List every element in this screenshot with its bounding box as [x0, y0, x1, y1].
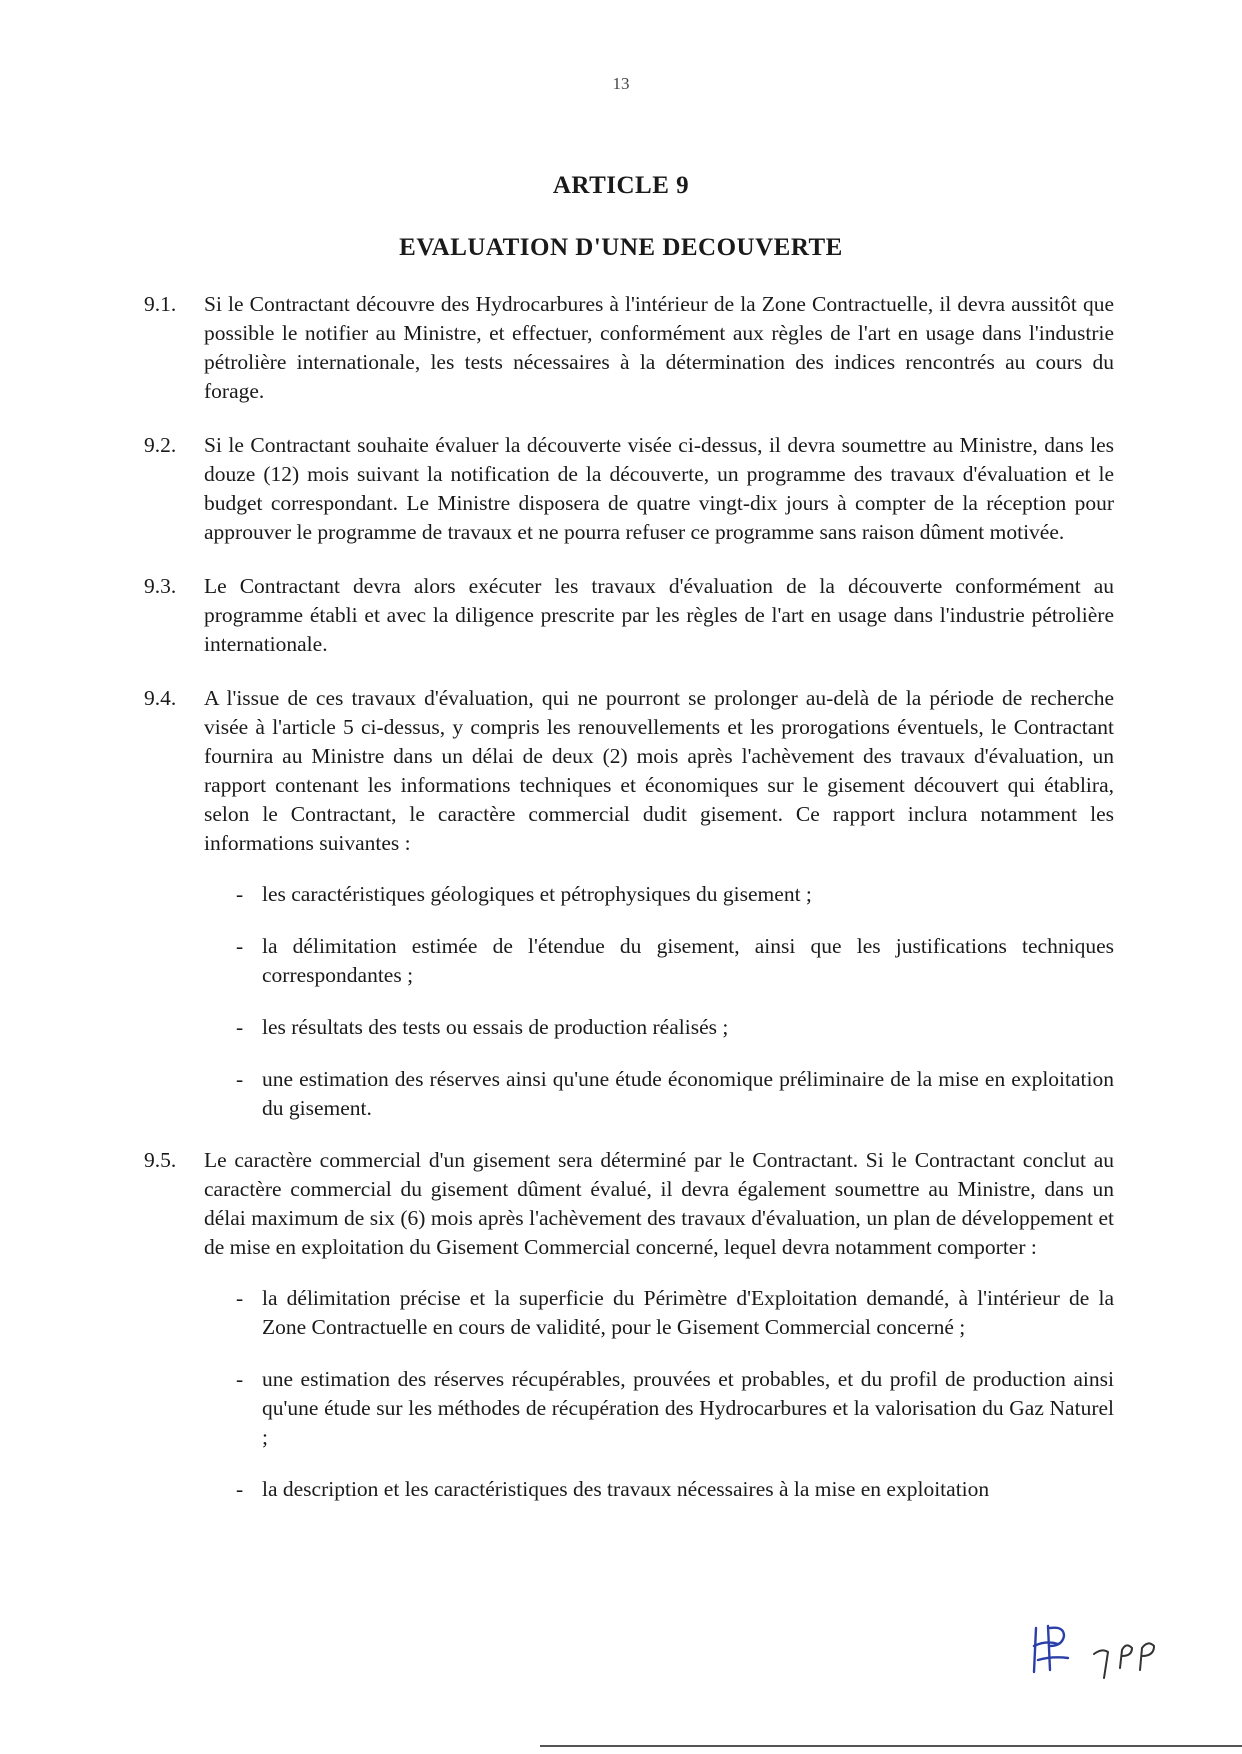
list-item [236, 1284, 1114, 1342]
paragraph-text: A l'issue de ces travaux d'évaluation, qui ne pourront se prolonger au-delà de la période de recherche visée à l'article 5 ci-dessus, y compris les renouvellements et les prorogations éventuels, le Contractant fournira au Ministre dans un délai de deux (2) mois après l'achèvement des travaux d'évaluation, un rapport contenant les informations techniques et économiques sur le gisement découvert qui établira, selon le Contractant, le caractère commercial dudit gisement. Ce rapport inclura notamment les informations suivantes : [204, 686, 1114, 855]
list-item-text: une estimation des réserves ainsi qu'une étude économique préliminaire de la mise en exploitation du gisement. [262, 1067, 1114, 1120]
paragraph-text: Si le Contractant souhaite évaluer la découverte visée ci-dessus, il devra soumettre au Ministre, dans les douze (12) mois suivant la notification de la découverte, un programme des travaux d'évaluation et le budget correspondant. Le Ministre disposera de quatre vingt-dix jours à compter de la réception pour approuver le programme de travaux et ne pourra refuser ce programme sans raison dûment motivée. [204, 433, 1114, 544]
list-item [236, 1013, 1114, 1042]
page-number: 13 [612, 74, 630, 93]
handwritten-initials [1028, 1620, 1178, 1690]
bullet-list-9-5 [236, 1284, 1114, 1504]
list-item [236, 932, 1114, 990]
paragraph-number: 9.5. [144, 1148, 177, 1172]
paragraph-9-2 [144, 431, 1114, 547]
paragraph-text: Le caractère commercial d'un gisement sera déterminé par le Contractant. Si le Contractant conclut au caractère commercial du gisement dûment évalué, il devra également soumettre au Ministre, dans un délai maximum de six (6) mois après l'achèvement des travaux d'évaluation, un plan de développement et de mise en exploitation du Gisement Commercial concerné, lequel devra notamment comporter : [204, 1148, 1114, 1259]
list-item [236, 1365, 1114, 1452]
list-item-text: les résultats des tests ou essais de production réalisés ; [262, 1015, 729, 1039]
bullet-dash: - [236, 934, 244, 958]
list-item-text: la délimitation précise et la superficie du Périmètre d'Exploitation demandé, à l'intérieur de la Zone Contractuelle en cours de validité, pour le Gisement Commercial concerné ; [262, 1286, 1114, 1339]
bullet-dash: - [236, 1067, 244, 1091]
bullet-list-9-4 [236, 880, 1114, 1123]
article-title: ARTICLE 9 [552, 172, 690, 199]
bullet-dash: - [236, 1286, 244, 1310]
bullet-dash: - [236, 1477, 244, 1501]
list-item-text: une estimation des réserves récupérables, prouvées et probables, et du profil de production ainsi qu'une étude sur les méthodes de récupération des Hydrocarbures et la valorisation du Gaz Naturel ; [262, 1367, 1114, 1449]
bullet-dash: - [236, 882, 244, 906]
list-item-text: les caractéristiques géologiques et pétrophysiques du gisement ; [262, 882, 812, 906]
paragraph-9-3 [144, 572, 1114, 659]
article-body [144, 290, 1114, 1527]
paragraph-number: 9.3. [144, 574, 177, 598]
paragraph-text: Si le Contractant découvre des Hydrocarbures à l'intérieur de la Zone Contractuelle, il devra aussitôt que possible le notifier au Ministre, et effectuer, conformément aux règles de l'art en usage dans l'industrie pétrolière internationale, les tests nécessaires à la détermination des indices rencontrés au cours du forage. [204, 292, 1114, 403]
list-item-text: la description et les caractéristiques des travaux nécessaires à la mise en exploitation [262, 1477, 990, 1501]
paragraph-9-5 [144, 1146, 1114, 1262]
list-item-text: la délimitation estimée de l'étendue du gisement, ainsi que les justifications techniques correspondantes ; [262, 934, 1114, 987]
list-item [236, 1475, 1114, 1504]
paragraph-number: 9.4. [144, 686, 177, 710]
bullet-dash: - [236, 1367, 244, 1391]
article-subtitle: EVALUATION D'UNE DECOUVERTE [399, 234, 843, 261]
paragraph-number: 9.2. [144, 433, 177, 457]
list-item [236, 1065, 1114, 1123]
paragraph-9-4 [144, 684, 1114, 858]
scan-edge-line [540, 1745, 1242, 1747]
paragraph-text: Le Contractant devra alors exécuter les travaux d'évaluation de la découverte conformément au programme établi et avec la diligence prescrite par les règles de l'art en usage dans l'industrie pétrolière internationale. [204, 574, 1114, 656]
paragraph-number: 9.1. [144, 292, 177, 316]
bullet-dash: - [236, 1015, 244, 1039]
paragraph-9-1 [144, 290, 1114, 406]
list-item [236, 880, 1114, 909]
